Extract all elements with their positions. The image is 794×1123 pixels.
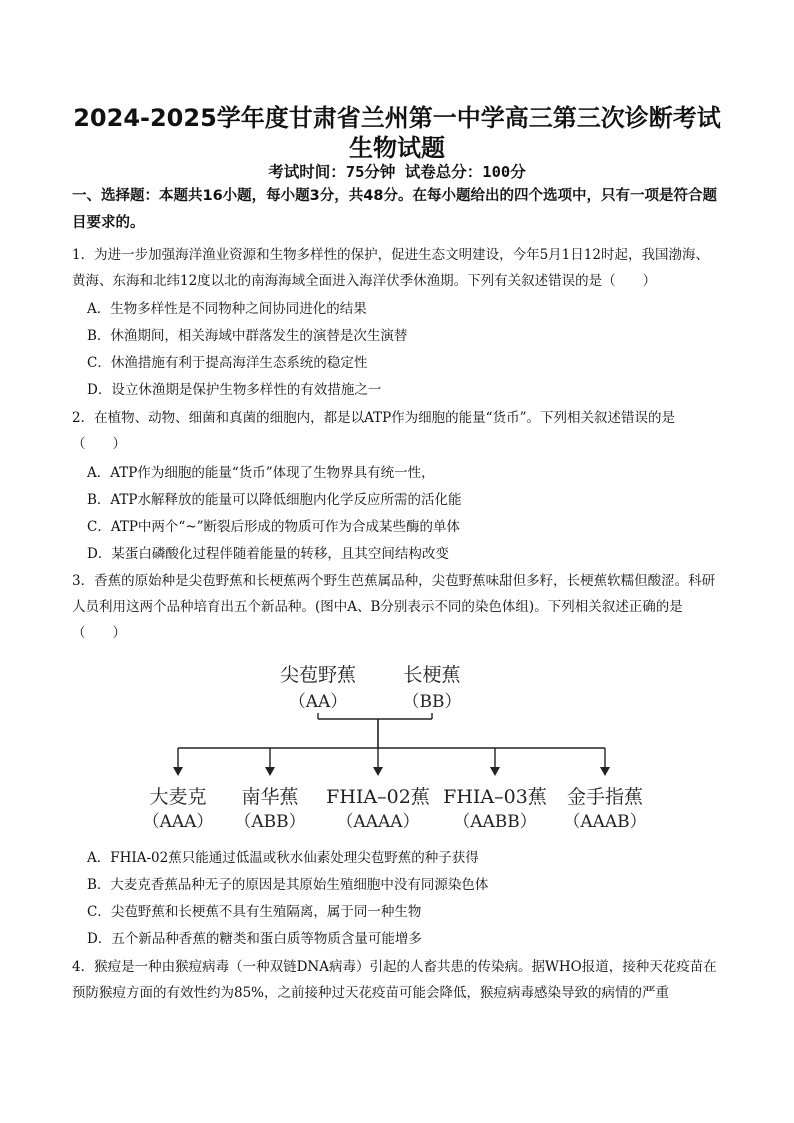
child-3-code: （AAAA）: [336, 812, 420, 832]
child-1-name: 大麦克: [149, 786, 207, 808]
child-5-name: 金手指蕉: [566, 786, 644, 808]
question-3-option-c: C．尖苞野蕉和长梗蕉不具有生殖隔离，属于同一种生物: [87, 904, 422, 920]
question-4-stem: 4．猴痘是一种由猴痘病毒（一种双链DNA病毒）引起的人畜共患的传染病。据WHO报道，接种天花疫苗在预防猴痘方面的有效性约为85%，之前接种过天花疫苗可能会降低，猴痘病毒感染导致的病情的严重: [72, 959, 717, 1001]
parent-1-name: 尖苞野蕉: [279, 664, 357, 686]
question-2-stem: 2．在植物、动物、细菌和真菌的细胞内，都是以ATP作为细胞的能量“货币”。下列相关叙述错误的是（ ）: [72, 410, 675, 452]
banana-breeding-diagram: [130, 655, 680, 835]
exam-subject-title: 生物试题: [349, 134, 445, 162]
child-2-code: （ABB）: [234, 812, 306, 832]
arrow-heads: [173, 767, 610, 776]
question-3-stem: 3．香蕉的原始种是尖苞野蕉和长梗蕉两个野生芭蕉属品种，尖苞野蕉味甜但多籽，长梗蕉软糯但酸涩。科研人员利用这两个品种培育出五个新品种。(图中A、B分别表示不同的染色体组)。下列相关叙述正确的是（ ）: [72, 573, 716, 641]
question-2-option-d: D．某蛋白磷酸化过程伴随着能量的转移，且其空间结构改变: [87, 546, 449, 562]
cross-lines: [178, 713, 605, 769]
question-1-option-a: A．生物多样性是不同物种之间协同进化的结果: [87, 301, 367, 317]
child-5-code: （AAAB）: [563, 812, 647, 832]
question-1-option-c: C．休渔措施有利于提高海洋生态系统的稳定性: [87, 355, 368, 371]
exam-title: 2024-2025学年度甘肃省兰州第一中学高三第三次诊断考试: [73, 104, 721, 132]
child-2-name: 南华蕉: [241, 786, 299, 808]
parent-2-code: （BB）: [402, 692, 462, 712]
question-1-stem: 1．为进一步加强海洋渔业资源和生物多样性的保护，促进生态文明建设，今年5月1日12时起，我国渤海、黄海、东海和北纬12度以北的南海海域全面进入海洋伏季休渔期。下列有关叙述错误的是（ ）: [72, 247, 709, 289]
parent-1-code: （AA）: [288, 692, 348, 712]
question-3-option-a: A．FHIA-02蕉只能通过低温或秋水仙素处理尖苞野蕉的种子获得: [87, 850, 479, 866]
question-2-option-a: A．ATP作为细胞的能量“货币”体现了生物界具有统一性，: [87, 465, 435, 481]
question-1-option-d: D．设立休渔期是保护生物多样性的有效措施之一: [87, 382, 382, 398]
child-1-code: （AAA）: [142, 812, 214, 832]
child-4-name: FHIA–03蕉: [443, 786, 547, 808]
question-3-option-b: B．大麦克香蕉品种无子的原因是其原始生殖细胞中没有同源染色体: [87, 877, 489, 893]
child-3-name: FHIA–02蕉: [326, 786, 430, 808]
section-heading: 一、选择题：本题共16小题，每小题3分，共48分。在每小题给出的四个选项中，只有一项是符合题目要求的。: [72, 188, 717, 231]
question-2-option-c: C．ATP中两个“~”断裂后形成的物质可作为合成某些酶的单体: [87, 519, 461, 535]
child-4-code: （AABB）: [453, 812, 537, 832]
question-2-option-b: B．ATP水解释放的能量可以降低细胞内化学反应所需的活化能: [87, 492, 462, 508]
question-3-option-d: D．五个新品种香蕉的糖类和蛋白质等物质含量可能增多: [87, 931, 422, 947]
question-1-option-b: B．休渔期间，相关海域中群落发生的演替是次生演替: [87, 328, 408, 344]
parent-2-name: 长梗蕉: [403, 664, 461, 686]
exam-meta: 考试时间：75分钟 试卷总分：100分: [268, 163, 526, 181]
